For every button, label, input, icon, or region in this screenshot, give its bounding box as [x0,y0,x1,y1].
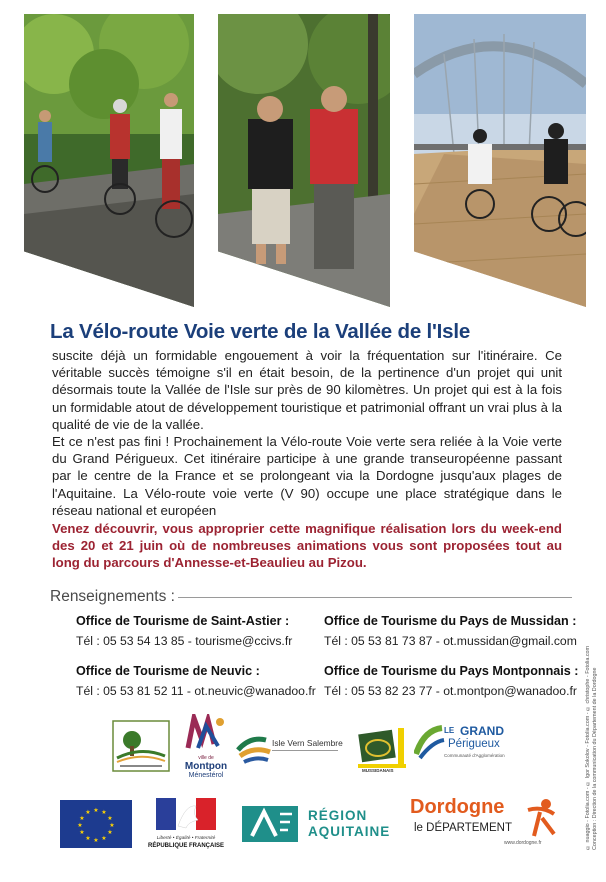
office-mussidan [324,614,577,648]
svg-text:★: ★ [85,809,91,816]
second-paragraph: Et ce n'est pas fini ! Prochainement la Vélo-route Voie verte sera reliée à la Voie verte du Grand Périgueux. Cet itinéraire participe à une grande transeuropéenne passant par le centre de la France et se prolongeant via la Dordogne jusqu'aux plages de l'Aquitaine. La Vélo-route voie verte (V 90) occupe une place stratégique dans le réseau national et européen [52,434,562,518]
isle-vern-name: Isle Vern Salembre [272,738,343,748]
republique-name: RÉPUBLIQUE FRANÇAISE [147,843,224,849]
region-aquitaine-logo [242,806,402,846]
isle-vern-underline [272,750,338,751]
dordogne-sub: le DÉPARTEMENT [414,822,512,834]
isle-vern-salembre-logo [236,728,346,768]
region-line1: RÉGION [308,808,368,823]
credit-line: Conception : Direction de la communication du Département de la Dordogne [592,667,598,850]
renseignements-divider [178,597,572,598]
republique-motto: Liberté • Égalité • Fraternité [156,836,216,841]
mussidan-name: MUSSIDANAIS [362,768,394,773]
dordogne-figure-icon [524,796,558,840]
montpon-line3: Ménestérol [188,772,224,779]
svg-text:★: ★ [107,829,113,836]
svg-text:★: ★ [79,829,85,836]
office-name: Office de Tourisme de Neuvic : [76,664,260,678]
svg-text:★: ★ [77,822,83,829]
grand-perigueux-emblem [414,724,446,760]
office-contact: Tél : 05 53 82 23 77 - ot.montpon@wanadoo.fr [324,684,577,698]
office-name: Office de Tourisme du Pays de Mussidan : [324,614,577,628]
region-a-icon [242,806,298,842]
montpon-logo [180,714,232,780]
renseignements-heading: Renseignements : [50,588,175,605]
communaute-communes-logo [112,720,170,777]
office-name: Office de Tourisme de Saint-Astier : [76,614,290,628]
office-contact: Tél : 05 53 81 73 87 - ot.mussidan@gmail.com [324,634,577,648]
photo-credits [585,600,599,850]
svg-text:★: ★ [79,815,85,822]
svg-text:★: ★ [85,835,91,842]
montpon-line1: ville de [198,755,214,761]
marianne-emblem [156,798,216,830]
grand-perigueux-sub: Communauté d'Agglomération [444,753,505,758]
office-montponnais [324,664,579,698]
eu-flag-logo [60,800,132,853]
region-line2: AQUITAINE [308,824,391,839]
grand-perigueux-logo [414,722,524,768]
intro-paragraph: suscite déjà un formidable engouement à voir la fréquentation sur l'itinéraire. Ce véritable succès témoigne s'il en était besoin, de la pertinence d'un projet qui unit désormais toute la Vallée de l'Isle sur près de 90 kilomètres. Un projet qui est à la fois un formidable atout de développement touristique et patrimonial offrant un vrai plus à la qualité de vie de la vallée. [52,348,562,432]
office-name: Office de Tourisme du Pays Montponnais : [324,664,579,678]
montpon-line2: Montpon [184,761,228,772]
svg-text:★: ★ [101,809,107,816]
main-title: La Vélo-route Voie verte de la Vallée de l'Isle [50,320,471,343]
office-neuvic [76,664,326,698]
svg-text:★: ★ [107,815,113,822]
mussidan-logo [354,724,410,774]
svg-text:★: ★ [109,822,115,829]
photo-cyclists-greenway [24,14,194,307]
region-aquitaine-emblem [242,806,298,842]
isle-vern-emblem [236,728,272,764]
svg-text:★: ★ [101,835,107,842]
credit-line: © nuaggio - Fotolia.com - © Igor Sokolov - Fotolia.com - © christophe - Fotolia.com [585,645,591,850]
photo-boys-walking [218,14,390,307]
montpon-emblem [184,714,228,750]
dordogne-url: www.dordogne.fr [504,840,542,846]
dordogne-name: Dordogne [410,796,505,818]
svg-text:★: ★ [93,807,99,814]
event-highlight: Venez découvrir, vous approprier cette magnifique réalisation lors du week-end des 20 et 21 juin où de nombreuses animations vous sont proposées tout au long du parcours d'Annesse-et-Beaulieu au Pizou. [52,521,562,571]
office-contact: Tél : 05 53 81 52 11 - ot.neuvic@wanadoo.fr [76,684,316,698]
grand-perigueux-name: Périgueux [448,738,500,750]
dordogne-departement-logo [410,796,560,852]
grand-perigueux-grand: GRAND [460,724,504,738]
svg-text:★: ★ [93,837,99,844]
photo-bridge-cyclists [414,14,586,307]
office-contact: Tél : 05 53 54 13 85 - tourisme@ccivs.fr [76,634,293,648]
republique-francaise-logo [146,798,226,854]
office-saint-astier [76,614,326,648]
grand-perigueux-le: LE [444,726,455,735]
